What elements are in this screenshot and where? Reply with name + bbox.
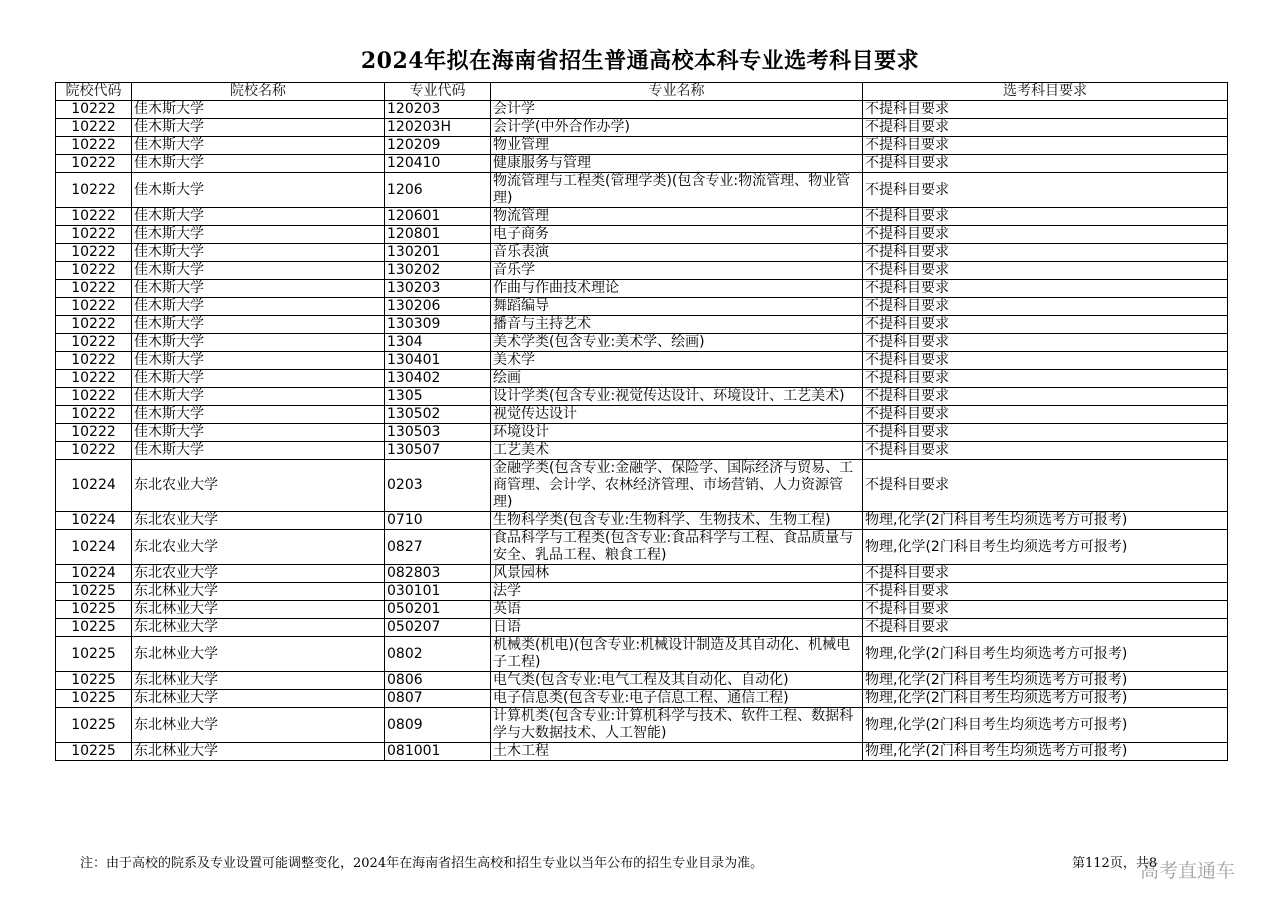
cell-major-code: 0807 (385, 690, 491, 708)
page-number: 第112页，共8 (1072, 856, 1158, 871)
cell-school-code: 10222 (56, 137, 132, 155)
cell-major-code: 130202 (385, 262, 491, 280)
table-row (56, 226, 1228, 244)
cell-major-code: 130502 (385, 406, 491, 424)
cell-school-name: 佳木斯大学 (132, 370, 385, 388)
cell-school-code: 10222 (56, 442, 132, 460)
table-row (56, 352, 1228, 370)
cell-school-code: 10222 (56, 370, 132, 388)
table-row (56, 690, 1228, 708)
cell-school-name: 佳木斯大学 (132, 137, 385, 155)
table-row (56, 262, 1228, 280)
cell-school-name: 佳木斯大学 (132, 155, 385, 173)
table-row (56, 460, 1228, 512)
cell-school-code: 10224 (56, 530, 132, 565)
table-row (56, 406, 1228, 424)
header-major-code: 专业代码 (385, 83, 491, 101)
cell-school-code: 10222 (56, 226, 132, 244)
cell-school-name: 东北林业大学 (132, 601, 385, 619)
cell-school-name: 佳木斯大学 (132, 388, 385, 406)
cell-school-code: 10222 (56, 424, 132, 442)
cell-major-name: 绘画 (491, 370, 863, 388)
cell-requirement: 不提科目要求 (863, 208, 1228, 226)
cell-requirement: 不提科目要求 (863, 583, 1228, 601)
cell-major-name: 英语 (491, 601, 863, 619)
cell-school-name: 佳木斯大学 (132, 173, 385, 208)
cell-major-code: 120203 (385, 101, 491, 119)
cell-school-code: 10225 (56, 743, 132, 761)
cell-major-code: 120601 (385, 208, 491, 226)
cell-requirement: 不提科目要求 (863, 619, 1228, 637)
cell-major-name: 健康服务与管理 (491, 155, 863, 173)
table-row (56, 334, 1228, 352)
cell-major-code: 030101 (385, 583, 491, 601)
table-row (56, 244, 1228, 262)
cell-school-code: 10222 (56, 155, 132, 173)
cell-requirement: 不提科目要求 (863, 370, 1228, 388)
cell-requirement: 不提科目要求 (863, 244, 1228, 262)
cell-school-code: 10222 (56, 280, 132, 298)
cell-school-code: 10222 (56, 298, 132, 316)
cell-school-name: 东北林业大学 (132, 619, 385, 637)
cell-school-code: 10225 (56, 708, 132, 743)
cell-school-name: 佳木斯大学 (132, 334, 385, 352)
cell-major-name: 电子商务 (491, 226, 863, 244)
cell-major-code: 130503 (385, 424, 491, 442)
cell-major-name: 播音与主持艺术 (491, 316, 863, 334)
cell-school-code: 10224 (56, 512, 132, 530)
requirements-table (55, 82, 1228, 761)
cell-major-code: 0827 (385, 530, 491, 565)
cell-major-name: 物流管理 (491, 208, 863, 226)
table-row (56, 565, 1228, 583)
table-row (56, 173, 1228, 208)
cell-major-code: 130401 (385, 352, 491, 370)
cell-major-name: 风景园林 (491, 565, 863, 583)
cell-school-name: 佳木斯大学 (132, 316, 385, 334)
cell-requirement: 物理,化学(2门科目考生均须选考方可报考) (863, 512, 1228, 530)
cell-major-code: 050207 (385, 619, 491, 637)
cell-requirement: 物理,化学(2门科目考生均须选考方可报考) (863, 637, 1228, 672)
cell-school-name: 佳木斯大学 (132, 352, 385, 370)
cell-major-name: 物业管理 (491, 137, 863, 155)
cell-major-name: 设计学类(包含专业:视觉传达设计、环境设计、工艺美术) (491, 388, 863, 406)
cell-school-name: 东北林业大学 (132, 743, 385, 761)
cell-major-code: 130206 (385, 298, 491, 316)
cell-school-code: 10222 (56, 244, 132, 262)
table-row (56, 424, 1228, 442)
cell-requirement: 物理,化学(2门科目考生均须选考方可报考) (863, 690, 1228, 708)
table-row (56, 119, 1228, 137)
cell-major-name: 电气类(包含专业:电气工程及其自动化、自动化) (491, 672, 863, 690)
cell-major-code: 1304 (385, 334, 491, 352)
cell-school-name: 东北林业大学 (132, 672, 385, 690)
table-body (56, 101, 1228, 761)
table-row (56, 208, 1228, 226)
cell-school-name: 东北林业大学 (132, 708, 385, 743)
cell-requirement: 不提科目要求 (863, 119, 1228, 137)
cell-school-code: 10222 (56, 262, 132, 280)
cell-requirement: 不提科目要求 (863, 601, 1228, 619)
cell-major-name: 作曲与作曲技术理论 (491, 280, 863, 298)
cell-major-code: 120410 (385, 155, 491, 173)
cell-school-name: 东北农业大学 (132, 565, 385, 583)
cell-major-code: 130203 (385, 280, 491, 298)
cell-major-name: 舞蹈编导 (491, 298, 863, 316)
cell-major-code: 0802 (385, 637, 491, 672)
cell-school-code: 10224 (56, 460, 132, 512)
table-row (56, 280, 1228, 298)
table-row (56, 388, 1228, 406)
cell-requirement: 不提科目要求 (863, 137, 1228, 155)
cell-major-name: 音乐表演 (491, 244, 863, 262)
cell-requirement: 不提科目要求 (863, 388, 1228, 406)
cell-school-code: 10222 (56, 101, 132, 119)
footnote: 注：由于高校的院系及专业设置可能调整变化，2024年在海南省招生高校和招生专业以当年公布的招生专业目录为准。 (80, 856, 764, 871)
cell-major-code: 1206 (385, 173, 491, 208)
cell-school-code: 10225 (56, 690, 132, 708)
table-row (56, 155, 1228, 173)
cell-major-name: 电子信息类(包含专业:电子信息工程、通信工程) (491, 690, 863, 708)
cell-requirement: 物理,化学(2门科目考生均须选考方可报考) (863, 708, 1228, 743)
cell-major-name: 法学 (491, 583, 863, 601)
cell-school-name: 东北农业大学 (132, 530, 385, 565)
table-row (56, 743, 1228, 761)
cell-school-code: 10225 (56, 672, 132, 690)
cell-requirement: 物理,化学(2门科目考生均须选考方可报考) (863, 743, 1228, 761)
cell-requirement: 不提科目要求 (863, 334, 1228, 352)
cell-major-code: 120801 (385, 226, 491, 244)
header-requirement: 选考科目要求 (863, 83, 1228, 101)
table-row (56, 619, 1228, 637)
cell-major-code: 130309 (385, 316, 491, 334)
table-row (56, 601, 1228, 619)
cell-major-code: 120203H (385, 119, 491, 137)
cell-requirement: 不提科目要求 (863, 406, 1228, 424)
cell-major-code: 0809 (385, 708, 491, 743)
header-school-name: 院校名称 (132, 83, 385, 101)
table-row (56, 137, 1228, 155)
cell-requirement: 不提科目要求 (863, 280, 1228, 298)
cell-school-code: 10222 (56, 334, 132, 352)
page-title: 2024年拟在海南省招生普通高校本科专业选考科目要求 (360, 48, 920, 74)
cell-requirement: 不提科目要求 (863, 424, 1228, 442)
cell-major-name: 工艺美术 (491, 442, 863, 460)
cell-major-code: 0710 (385, 512, 491, 530)
table-row (56, 298, 1228, 316)
cell-school-name: 佳木斯大学 (132, 101, 385, 119)
cell-school-name: 佳木斯大学 (132, 226, 385, 244)
cell-school-code: 10222 (56, 352, 132, 370)
cell-requirement: 不提科目要求 (863, 298, 1228, 316)
cell-requirement: 不提科目要求 (863, 352, 1228, 370)
cell-requirement: 不提科目要求 (863, 226, 1228, 244)
cell-school-name: 佳木斯大学 (132, 406, 385, 424)
cell-school-code: 10222 (56, 388, 132, 406)
cell-school-name: 佳木斯大学 (132, 262, 385, 280)
table-row (56, 583, 1228, 601)
cell-requirement: 不提科目要求 (863, 101, 1228, 119)
cell-school-code: 10225 (56, 583, 132, 601)
table-row (56, 512, 1228, 530)
cell-school-code: 10225 (56, 601, 132, 619)
table-row (56, 370, 1228, 388)
table-row (56, 442, 1228, 460)
table-row (56, 316, 1228, 334)
cell-requirement: 不提科目要求 (863, 155, 1228, 173)
cell-requirement: 物理,化学(2门科目考生均须选考方可报考) (863, 530, 1228, 565)
header-major-name: 专业名称 (491, 83, 863, 101)
table-row (56, 672, 1228, 690)
cell-major-name: 会计学(中外合作办学) (491, 119, 863, 137)
cell-requirement: 不提科目要求 (863, 316, 1228, 334)
cell-school-name: 佳木斯大学 (132, 208, 385, 226)
cell-major-code: 130201 (385, 244, 491, 262)
cell-school-name: 佳木斯大学 (132, 442, 385, 460)
table-row (56, 101, 1228, 119)
table-header-row (56, 83, 1228, 101)
cell-school-code: 10225 (56, 619, 132, 637)
cell-school-code: 10222 (56, 406, 132, 424)
cell-major-name: 日语 (491, 619, 863, 637)
cell-major-code: 120209 (385, 137, 491, 155)
cell-school-name: 佳木斯大学 (132, 119, 385, 137)
cell-requirement: 不提科目要求 (863, 565, 1228, 583)
cell-school-name: 佳木斯大学 (132, 244, 385, 262)
table-row (56, 530, 1228, 565)
cell-major-name: 物流管理与工程类(管理学类)(包含专业:物流管理、物业管理) (491, 173, 863, 208)
cell-school-code: 10222 (56, 119, 132, 137)
table-row (56, 708, 1228, 743)
cell-major-code: 0203 (385, 460, 491, 512)
cell-school-code: 10222 (56, 208, 132, 226)
cell-major-name: 计算机类(包含专业:计算机科学与技术、软件工程、数据科学与大数据技术、人工智能) (491, 708, 863, 743)
cell-requirement: 不提科目要求 (863, 460, 1228, 512)
cell-school-name: 东北林业大学 (132, 690, 385, 708)
cell-major-name: 环境设计 (491, 424, 863, 442)
watermark: 高考直通车 (1140, 860, 1236, 882)
cell-school-code: 10222 (56, 316, 132, 334)
header-school-code: 院校代码 (56, 83, 132, 101)
cell-major-code: 082803 (385, 565, 491, 583)
cell-major-code: 130507 (385, 442, 491, 460)
cell-major-name: 音乐学 (491, 262, 863, 280)
cell-school-name: 东北林业大学 (132, 583, 385, 601)
cell-school-code: 10224 (56, 565, 132, 583)
cell-major-code: 1305 (385, 388, 491, 406)
cell-school-name: 东北农业大学 (132, 512, 385, 530)
cell-requirement: 不提科目要求 (863, 173, 1228, 208)
cell-school-name: 佳木斯大学 (132, 298, 385, 316)
cell-school-name: 东北农业大学 (132, 460, 385, 512)
cell-major-code: 0806 (385, 672, 491, 690)
table-row (56, 637, 1228, 672)
cell-major-name: 美术学类(包含专业:美术学、绘画) (491, 334, 863, 352)
cell-major-name: 视觉传达设计 (491, 406, 863, 424)
cell-major-code: 050201 (385, 601, 491, 619)
cell-school-code: 10225 (56, 637, 132, 672)
cell-major-code: 130402 (385, 370, 491, 388)
cell-school-name: 佳木斯大学 (132, 424, 385, 442)
cell-requirement: 物理,化学(2门科目考生均须选考方可报考) (863, 672, 1228, 690)
cell-requirement: 不提科目要求 (863, 442, 1228, 460)
cell-school-name: 佳木斯大学 (132, 280, 385, 298)
cell-major-name: 美术学 (491, 352, 863, 370)
cell-major-name: 会计学 (491, 101, 863, 119)
cell-school-code: 10222 (56, 173, 132, 208)
cell-school-name: 东北林业大学 (132, 637, 385, 672)
cell-major-name: 金融学类(包含专业:金融学、保险学、国际经济与贸易、工商管理、会计学、农林经济管理、市场营销、人力资源管理) (491, 460, 863, 512)
cell-requirement: 不提科目要求 (863, 262, 1228, 280)
cell-major-name: 机械类(机电)(包含专业:机械设计制造及其自动化、机械电子工程) (491, 637, 863, 672)
cell-major-name: 生物科学类(包含专业:生物科学、生物技术、生物工程) (491, 512, 863, 530)
cell-major-code: 081001 (385, 743, 491, 761)
cell-major-name: 食品科学与工程类(包含专业:食品科学与工程、食品质量与安全、乳品工程、粮食工程) (491, 530, 863, 565)
cell-major-name: 土木工程 (491, 743, 863, 761)
